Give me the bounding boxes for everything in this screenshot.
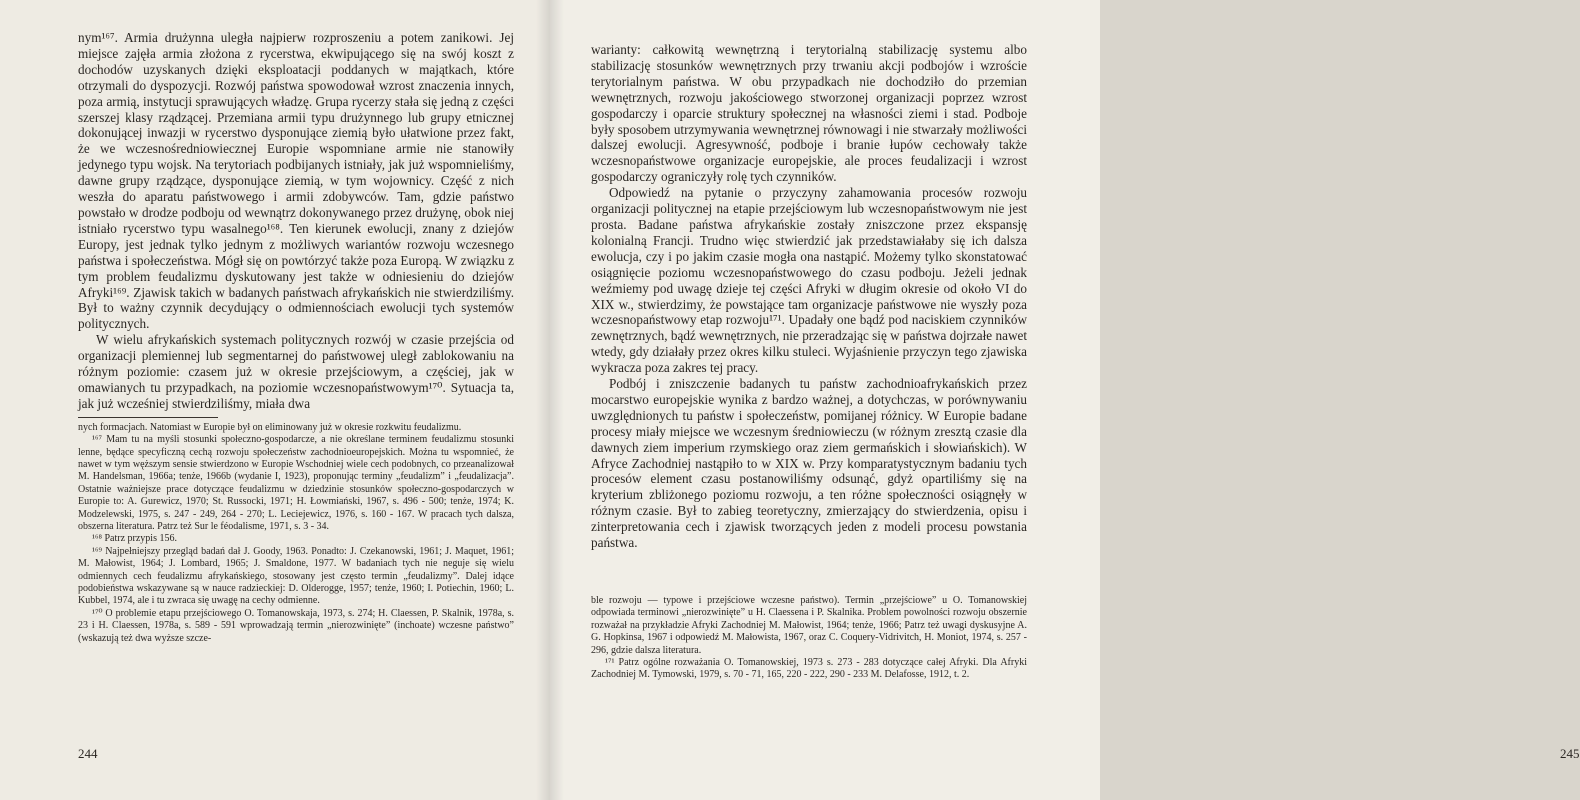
footnote: ¹⁷⁰ O problemie etapu przejściowego O. Tomanowskaja, 1973, s. 274; H. Claessen, P. Skalnik, 1978a, s. 23 i H. Claessen, 1978a, s. 589 - 591 wprowadzają termin „nierozwinięte” (inchoate) wczesne państwo” (wskazują też dwa wyższe szcze-	[78, 607, 514, 644]
left-page	[0, 0, 550, 800]
right-body-text	[591, 42, 1027, 551]
footnote: ¹⁶⁷ Mam tu na myśli stosunki społeczno-gospodarcze, a nie określane terminem feudalizmu stosunki lenne, będące specyficzną cechą rozwoju społeczeństw zachodnioeuropejskich. Można tu wspomnieć, że nawet w tym węższym sensie stwierdzono w Europie Wschodniej wiele cech podobnych, co przeanalizował M. Handelsman, 1966a; tenże, 1966b (wydanie I, 1923), proponując terminy „feudalizm” i „feudalizacja”. Ostatnie ważniejsze prace dotyczące feudalizmu w dziedzinie stosunków społeczno-gospodarczych w Europie to: A. Gurewicz, 1970; St. Russocki, 1971; H. Łowmiański, 1967, s. 496 - 500; tenże, 1974; K. Modzelewski, 1975, s. 247 - 249, 264 - 270; L. Leciejewicz, 1976, s. 160 - 167. W pracach tych dalsza, obszerna literatura. Patrz też Sur le féodalisme, 1971, s. 3 - 34.	[78, 434, 514, 532]
body-paragraph: nym¹⁶⁷. Armia drużynna uległa najpierw rozproszeniu a potem zanikowi. Jej miejsce zajęła armia złożona z rycerstwa, ekwipującego się na swój koszt z dochodów uzyskanych dzięki eksploatacji poddanych w majątkach, które otrzymali do dyspozycji. Rozwój państwa spowodował wzrost znaczenia innych, poza armią, instytucji sprawujących władzę. Grupa rycerzy stała się jedną z części szerszej klasy rządzącej. Przemiana armii typu drużynnego lub grupy etnicznej dokonującej inwazji w rycerstwo dysponujące ziemią było ułatwione przez fakt, że we wczesnośredniowiecznej Europie wspomniane armie nie stanowiły jedynego typu wojsk. Na terytoriach podbijanych istniały, jak już wspomnieliśmy, dawne grupy rządzące, dysponujące ziemią, w tym wojownicy. Część z nich weszła do aparatu państwowego i armii zdobywców. Tam, gdzie państwo powstało w drodze podboju od wewnątrz dokonywanego przez drużynę, obok niej istniało rycerstwo typu wasalnego¹⁶⁸. Ten kierunek ewolucji, znany z dziejów Europy, jest jednak tylko jednym z możliwych wariantów rozwoju wczesnego państwa i społeczeństwa. Mógł się on powtórzyć także poza Europą. W związku z tym problem feudalizmu dyskutowany jest także w odniesieniu do dziejów Afryki¹⁶⁹. Zjawisk takich w badanych państwach afrykańskich nie stwierdziliśmy. Był to ważny czynnik decydujący o odmiennościach ewolucji tych systemów politycznych.	[78, 30, 514, 332]
footnote: nych formacjach. Natomiast w Europie był on eliminowany już w okresie rozkwitu feudalizmu.	[78, 421, 462, 433]
body-paragraph: warianty: całkowitą wewnętrzną i terytorialną stabilizację systemu albo stabilizację stosunków wewnętrznych przy trwaniu akcji podbojów i wzroście terytorialnym państwa. W obu przypadkach nie dochodziło do przemian wewnętrznych, rozwoju jakościowego stworzonej organizacji poprzez wzrost gospodarczy i oparcie struktury społecznej na własności ziemi i stad. Podboje były sposobem utrzymywania wewnętrznej równowagi i nie stwarzały możliwości dalszej ewolucji. Agresywność, podboje i branie łupów cechowały także wczesnopaństwowe organizacje europejskie, ale proces feudalizacji i wzrost gospodarczy ograniczyły rolę tych czynników.	[591, 42, 1027, 185]
left-footnotes	[78, 422, 514, 645]
footnote-rule	[78, 417, 218, 418]
book-gutter	[536, 0, 564, 800]
right-footnotes	[591, 595, 1027, 682]
footnote: ¹⁶⁹ Najpełniejszy przegląd badań dał J. Goody, 1963. Ponadto: J. Czekanowski, 1961; J. Maquet, 1961; M. Małowist, 1964; J. Lombard, 1965; J. Smaldone, 1977. W badaniach tych nie neguje się wielu odmiennych cech feudalizmu afrykańskiego, stosowany jest często termin „feudalizmy”. Dalej idące podobieństwa wskazywane są w nauce radzieckiej: D. Olderogge, 1957; tenże, 1960; I. Potiechin, 1960; L. Kubbel, 1974, ale i tu zwraca się uwagę na cechy odmienne.	[78, 545, 514, 607]
body-paragraph: Odpowiedź na pytanie o przyczyny zahamowania procesów rozwoju organizacji politycznej na etapie przejściowym lub wczesnopaństwowym nie jest prosta. Badane państwa afrykańskie zostały zniszczone przez ekspansję kolonialną Francji. Trudno więc stwierdzić jak przedstawiałaby się ich dalsza ewolucja, czy i po jakim czasie mogła ona nastąpić. Możemy tylko skonstatować osiągnięcie poziomu wczesnopaństwowego do czasu podboju. Jeżeli jednak weźmiemy pod uwagę dzieje tej części Afryki w długim okresie od około VI do XIX w., stwierdzimy, że powstające tam organizacje państwowe nie wyszły poza wczesnopaństwowy etap rozwoju¹⁷¹. Upadały one bądź pod naciskiem czynników zewnętrznych, bądź wewnętrznych, nie przeradzając się w państwa dojrzałe nawet wtedy, gdy działały przez okres kilku stuleci. Wyjaśnienie przyczyn tego zjawiska wykracza poza zakres tej pracy.	[591, 185, 1027, 376]
footnote: ¹⁶⁸ Patrz przypis 156.	[92, 533, 177, 545]
right-text-column	[591, 42, 1027, 682]
body-paragraph: Podbój i zniszczenie badanych tu państw zachodnioafrykańskich przez mocarstwo europejskie wynika z bardzo ważnej, a dotychczas, w porównywaniu uwzględnionych tu państw i społeczeństw, pomijanej różnicy. W Europie badane procesy miały miejsce we wczesnym średniowieczu (w różnym zresztą czasie dla dawnych ziem imperium rzymskiego oraz ziem germańskich i słowiańskich). W Afryce Zachodniej nastąpiło to w XIX w. Przy komparatystycznym badaniu tych procesów element czasu postanowiliśmy odsunąć, gdyż opartiliśmy się na kryterium zbliżonego poziomu rozwoju, a ten różne społeczności osiągnęły w różnym czasie. Był to zabieg teoretyczny, zmierzający do stwierdzenia, opisu i zinterpretowania cech i zjawisk tworzących jeden z modeli procesu powstania państwa.	[591, 376, 1027, 551]
footnote: ¹⁷¹ Patrz ogólne rozważania O. Tomanowskiej, 1973 s. 273 - 283 dotyczące całej Afryki. Dla Afryki Zachodniej M. Tymowski, 1979, s. 70 - 71, 165, 220 - 222, 290 - 233 M. Delafosse, 1912, t. 2.	[591, 657, 1027, 681]
page-number: 245	[1560, 746, 1580, 761]
footnote: ble rozwoju — typowe i przejściowe wczesne państwo). Termin „przejściowe” u O. Tomanowskiej odpowiada terminowi „nierozwinięte” u H. Claessena i P. Skalnika. Problem powolności rozwoju obszernie rozważał na przykładzie Afryki Zachodniej M. Małowist, 1964; tenże, 1966; Patrz też uwagi dyskusyjne A. G. Hopkinsa, 1967 i odpowiedź M. Małowista, 1967, oraz C. Coquery-Vidrivitch, H. Moniot, 1974, s. 257 - 296, gdzie dalsza literatura.	[591, 595, 1027, 656]
left-text-column	[78, 30, 514, 645]
left-body-text	[78, 30, 514, 412]
page-number: 244	[78, 746, 98, 761]
body-paragraph: W wielu afrykańskich systemach politycznych rozwój w czasie przejścia od organizacji plemiennej lub segmentarnej do państwowej uległ zablokowaniu na różnym poziomie: czasem już w okresie przejściowym, a częściej, jak w omawianych tu przypadkach, na poziomie wczesnopaństwowym¹⁷⁰. Sytuacja ta, jak już wcześniej stwierdziliśmy, miała dwa	[78, 332, 514, 411]
